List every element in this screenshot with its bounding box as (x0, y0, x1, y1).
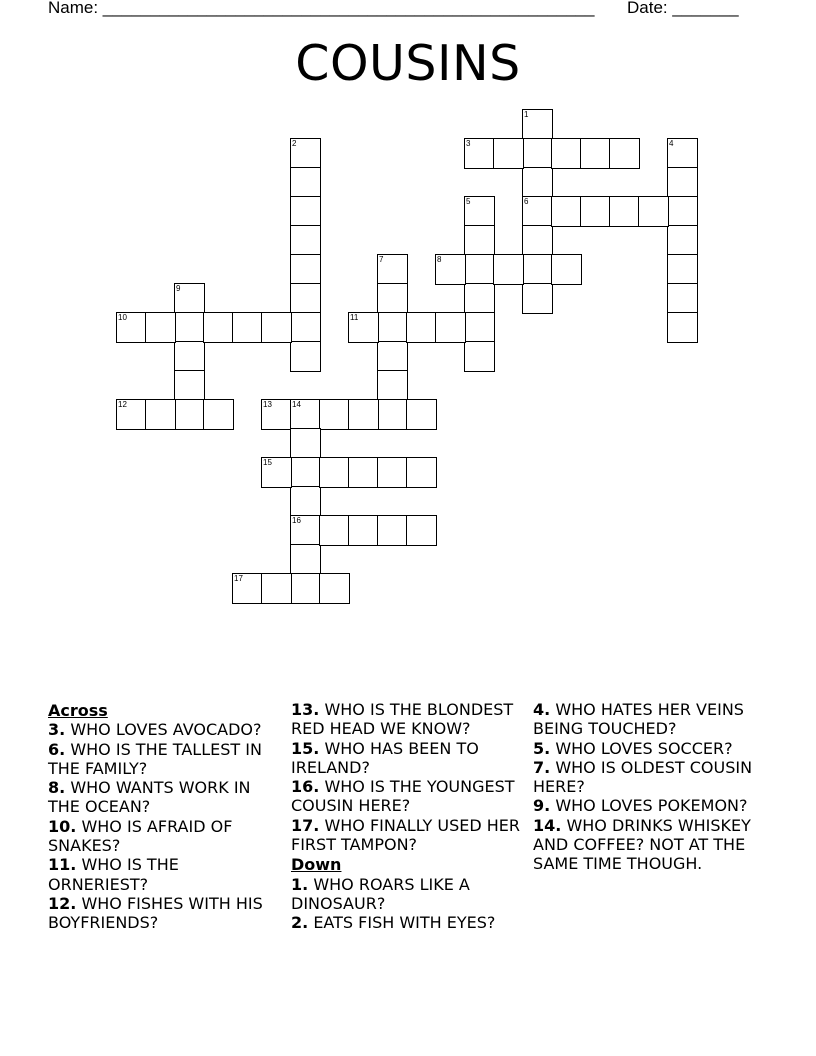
clue-number: 6. (48, 739, 66, 759)
clue-text: WHO FISHES WITH HIS BOYFRIENDS? (48, 893, 263, 933)
clues-column-1 (48, 700, 280, 933)
clue-number: 16. (291, 777, 320, 797)
cell-number: 5 (466, 197, 471, 206)
grid-cell[interactable] (609, 138, 640, 169)
grid-cell[interactable] (348, 399, 379, 430)
cell-number: 12 (118, 400, 127, 409)
grid-cell[interactable] (290, 515, 321, 546)
grid-cell[interactable] (319, 399, 350, 430)
clue-across-16 (291, 777, 523, 816)
grid-cell[interactable] (174, 341, 205, 372)
grid-cell[interactable] (290, 225, 321, 256)
clue-across-12 (48, 894, 280, 933)
clue-down-1 (291, 875, 523, 914)
clue-text: EATS FISH WITH EYES? (313, 913, 496, 933)
clue-across-10 (48, 817, 280, 856)
grid-cell[interactable] (406, 515, 437, 546)
grid-cell[interactable] (290, 573, 321, 604)
grid-cell[interactable] (377, 312, 408, 343)
clue-text: WHO HATES HER VEINS BEING TOUCHED? (533, 700, 744, 739)
grid-cell[interactable] (667, 225, 698, 256)
grid-cell[interactable] (290, 196, 321, 227)
grid-cell[interactable] (203, 399, 234, 430)
grid-cell[interactable] (348, 515, 379, 546)
name-field-label: Name: ____________________________________________________ (48, 0, 595, 17)
grid-cell[interactable] (580, 196, 611, 227)
grid-cell[interactable] (464, 138, 495, 169)
cell-number: 17 (234, 574, 243, 583)
grid-cell[interactable] (435, 312, 466, 343)
grid-cell[interactable] (319, 457, 350, 488)
clue-down-14 (533, 816, 773, 874)
clue-text: WHO IS THE ORNERIEST? (48, 855, 179, 894)
clue-number: 4. (533, 700, 551, 719)
clue-text: WHO ROARS LIKE A DINOSAUR? (291, 874, 470, 913)
grid-cell[interactable] (638, 196, 669, 227)
cell-number: 11 (350, 313, 359, 322)
clue-number: 12. (48, 893, 77, 913)
clue-across-8 (48, 778, 280, 817)
grid-cell[interactable] (667, 312, 698, 343)
grid-cell[interactable] (174, 283, 205, 314)
grid-cell[interactable] (377, 283, 408, 314)
clues-column-3 (533, 700, 773, 874)
clue-text: WHO FINALLY USED HER FIRST TAMPON? (291, 815, 521, 855)
cell-number: 8 (437, 255, 442, 264)
clue-text: WHO LOVES SOCCER? (555, 738, 733, 758)
grid-cell[interactable] (522, 225, 553, 256)
clue-text: WHO DRINKS WHISKEY AND COFFEE? NOT AT THE SAME TIME THOUGH. (533, 815, 751, 874)
grid-cell[interactable] (290, 341, 321, 372)
grid-cell[interactable] (377, 515, 408, 546)
clue-number: 7. (533, 757, 551, 777)
grid-cell[interactable] (290, 399, 321, 430)
grid-cell[interactable] (290, 138, 321, 169)
cell-number: 16 (292, 516, 301, 525)
clue-text: WHO HAS BEEN TO IRELAND? (291, 738, 479, 777)
clue-across-3 (48, 720, 280, 739)
cell-number: 14 (292, 400, 301, 409)
clues-column-2 (291, 700, 523, 933)
grid-cell[interactable] (580, 138, 611, 169)
clue-number: 17. (291, 815, 320, 835)
clue-text: WHO LOVES AVOCADO? (70, 720, 262, 740)
grid-cell[interactable] (377, 399, 408, 430)
grid-cell[interactable] (290, 254, 321, 285)
grid-cell[interactable] (174, 399, 205, 430)
clue-text: WHO IS OLDEST COUSIN HERE? (533, 757, 753, 797)
grid-cell[interactable] (406, 399, 437, 430)
clue-down-9 (533, 796, 773, 815)
grid-cell[interactable] (522, 196, 553, 227)
grid-cell[interactable] (261, 312, 292, 343)
clue-number: 9. (533, 796, 551, 816)
grid-cell[interactable] (464, 341, 495, 372)
grid-cell[interactable] (174, 370, 205, 401)
grid-cell[interactable] (203, 312, 234, 343)
clue-across-6 (48, 740, 280, 779)
grid-cell[interactable] (290, 544, 321, 575)
grid-cell[interactable] (290, 486, 321, 517)
clue-number: 10. (48, 816, 77, 836)
grid-cell[interactable] (435, 254, 466, 285)
grid-cell[interactable] (609, 196, 640, 227)
grid-cell[interactable] (522, 109, 553, 140)
grid-cell[interactable] (522, 167, 553, 198)
grid-cell[interactable] (464, 196, 495, 227)
clue-across-11 (48, 855, 280, 894)
grid-cell[interactable] (667, 138, 698, 169)
grid-cell[interactable] (493, 254, 524, 285)
clue-down-5 (533, 739, 773, 758)
grid-cell[interactable] (667, 283, 698, 314)
grid-cell[interactable] (377, 457, 408, 488)
puzzle-title: COUSINS (295, 35, 521, 92)
clue-number: 1. (291, 874, 309, 894)
cell-number: 2 (292, 139, 297, 148)
cell-number: 10 (118, 313, 127, 322)
grid-cell[interactable] (290, 167, 321, 198)
grid-cell[interactable] (493, 138, 524, 169)
clue-number: 8. (48, 778, 66, 798)
grid-cell[interactable] (406, 457, 437, 488)
date-field-label: Date: _______ (627, 0, 739, 17)
grid-cell[interactable] (464, 312, 495, 343)
grid-cell[interactable] (261, 457, 292, 488)
clue-number: 5. (533, 738, 551, 758)
grid-cell[interactable] (319, 515, 350, 546)
grid-cell[interactable] (406, 312, 437, 343)
cell-number: 9 (176, 284, 181, 293)
clue-down-7 (533, 758, 773, 797)
clue-text: WHO IS THE TALLEST IN THE FAMILY? (48, 739, 262, 778)
grid-cell[interactable] (116, 312, 147, 343)
grid-cell[interactable] (667, 167, 698, 198)
grid-cell[interactable] (464, 225, 495, 256)
clue-text: WHO IS AFRAID OF SNAKES? (48, 816, 233, 856)
cell-number: 15 (263, 458, 272, 467)
grid-cell[interactable] (667, 196, 698, 227)
clue-text: WHO WANTS WORK IN THE OCEAN? (48, 778, 251, 817)
clue-text: WHO IS THE YOUNGEST COUSIN HERE? (291, 777, 515, 816)
grid-cell[interactable] (232, 312, 263, 343)
grid-cell[interactable] (551, 196, 582, 227)
clue-number: 13. (291, 700, 320, 719)
clue-number: 15. (291, 738, 320, 758)
grid-cell[interactable] (377, 370, 408, 401)
grid-cell[interactable] (290, 312, 321, 343)
grid-cell[interactable] (145, 312, 176, 343)
clue-number: 11. (48, 855, 77, 875)
grid-cell[interactable] (522, 138, 553, 169)
clue-number: 3. (48, 720, 66, 740)
grid-cell[interactable] (261, 399, 292, 430)
cell-number: 13 (263, 400, 272, 409)
grid-cell[interactable] (348, 312, 379, 343)
grid-cell[interactable] (261, 573, 292, 604)
cell-number: 1 (524, 110, 529, 119)
down-heading: Down (291, 855, 342, 875)
grid-cell[interactable] (319, 573, 350, 604)
clue-across-13 (291, 700, 523, 739)
grid-cell[interactable] (145, 399, 176, 430)
grid-cell[interactable] (522, 254, 553, 285)
clue-text: WHO IS THE BLONDEST RED HEAD WE KNOW? (291, 700, 514, 739)
grid-cell[interactable] (174, 312, 205, 343)
grid-cell[interactable] (464, 254, 495, 285)
grid-cell[interactable] (232, 573, 263, 604)
cell-number: 4 (669, 139, 674, 148)
across-heading: Across (48, 701, 108, 720)
grid-cell[interactable] (377, 254, 408, 285)
grid-cell[interactable] (667, 254, 698, 285)
cell-number: 7 (379, 255, 384, 264)
cell-number: 6 (524, 197, 529, 206)
clue-down-2 (291, 913, 523, 932)
grid-cell[interactable] (290, 283, 321, 314)
clue-text: WHO LOVES POKEMON? (555, 796, 748, 816)
grid-cell[interactable] (348, 457, 379, 488)
clue-number: 14. (533, 815, 562, 835)
grid-cell[interactable] (116, 399, 147, 430)
clue-number: 2. (291, 913, 309, 933)
grid-cell[interactable] (290, 457, 321, 488)
clue-across-15 (291, 739, 523, 778)
grid-cell[interactable] (377, 341, 408, 372)
grid-cell[interactable] (551, 138, 582, 169)
grid-cell[interactable] (522, 283, 553, 314)
clue-down-4 (533, 700, 773, 739)
grid-cell[interactable] (464, 283, 495, 314)
clue-across-17 (291, 816, 523, 855)
grid-cell[interactable] (290, 428, 321, 459)
cell-number: 3 (466, 139, 471, 148)
grid-cell[interactable] (551, 254, 582, 285)
